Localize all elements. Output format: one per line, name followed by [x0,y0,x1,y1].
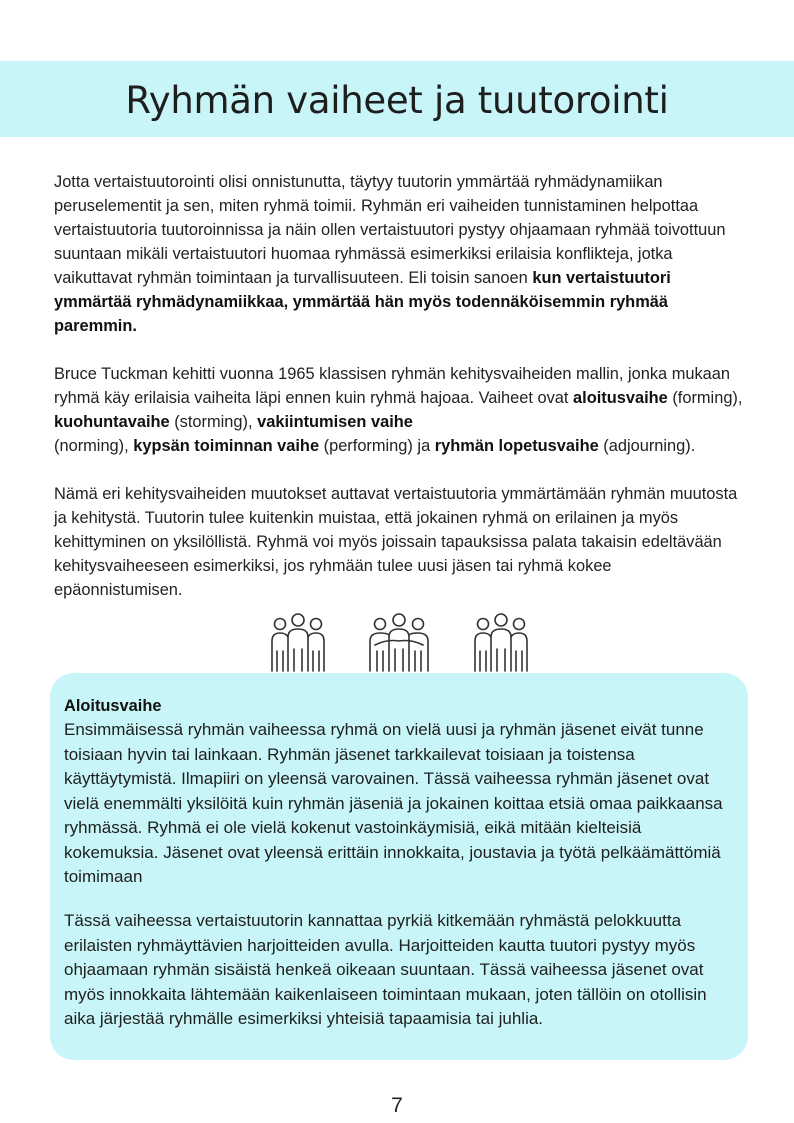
stage-performing: kypsän toiminnan vaihe [133,437,320,455]
intro-p1-text: Jotta vertaistuutorointi olisi onnistunutta, täytyy tuutorin ymmärtää ryhmädynamiikan peruselementit ja sen, miten ryhmä toimii. Ryhmän eri vaiheiden tunnistaminen helpottaa vertaistuutoria tuutoroinnissa ja näin ollen vertaistuutori pystyy ohjaamaan ryhmää toivottuun suuntaan mikäli vertaistuutori huomaa ryhmässä esimerkiksi erilaisia konflikteja, jotka vaikuttavat ryhmän toimintaan ja turvallisuuteen. Eli toisin sanoen [54,173,726,287]
page-number: 7 [391,1094,403,1117]
group-arms-linked-icon [367,611,431,675]
group-icons [266,611,536,675]
stage-forming: aloitusvaihe [573,389,668,407]
intro-paragraph-2 [54,362,744,458]
p2-text-2: (forming), [667,389,743,407]
stage-storming: kuohuntavaihe [54,413,170,431]
stage-adjourning: ryhmän lopetusvaihe [434,437,599,455]
page-title: Ryhmän vaiheet ja tuutorointi [125,79,669,122]
p2-text-3: (storming), [169,413,258,431]
stage-norming: vakiintumisen vaihe [257,413,413,431]
p2-text-5: (performing) ja [319,437,435,455]
intro-p1-bold: kun vertaistuutori ymmärtää ryhmädynamiikkaa, ymmärtää hän myös todennäköisemmin ryhmää paremmin. [54,269,671,335]
stage-paragraph-1: Ensimmäisessä ryhmän vaiheessa ryhmä on vielä uusi ja ryhmän jäsenet eivät tunne toisiaan hyvin tai lainkaan. Ryhmän jäsenet tarkkailevat toisiaan ja toistensa käyttäytymistä. Ilmapiiri on yleensä varovainen. Tässä vaiheessa ryhmän jäsenet ovat vielä enemmälti yksilöitä kuin ryhmän jäseniä ja jokainen koittaa etsiä omaa paikkaansa ryhmässä. Ryhmä ei ole vielä kokenut vastoinkäymisiä, eikä mitään kielteisiä kokemuksia. Jäsenet ovat yleensä erittäin innokkaita, joustavia ja työtä pelkäämättömiä toimimaan [64,720,723,886]
p2-text-6: (adjourning). [598,437,696,455]
intro-paragraph-3: Nämä eri kehitysvaiheiden muutokset auttavat vertaistuutoria ymmärtämään ryhmän muutosta ja kehitystä. Tuutorin tulee kuitenkin muistaa, että jokainen ryhmä on erilainen ja myös kehittyminen on yksilöllistä. Ryhmä voi myös joissain tapauksissa palata takaisin edeltävään kehitysvaiheeseen esimerkiksi, jos ryhmään tulee uusi jäsen tai ryhmä kokee epäonnistumisen. [54,485,738,599]
p2-text-1: Bruce Tuckman kehitti vuonna 1965 klassisen ryhmän kehitysvaiheiden mallin, jonka mukaan ryhmä käy erilaisia vaiheita läpi ennen kuin ryhmä hajoaa. Vaiheet ovat [54,365,731,407]
intro-paragraph-1 [54,170,744,338]
p2-text-4: (norming), [54,437,134,455]
group-of-three-icon [266,611,330,675]
stage-heading: Aloitusvaihe [64,697,162,715]
stage-paragraph-2: Tässä vaiheessa vertaistuutorin kannattaa pyrkiä kitkemään ryhmästä pelokkuutta erilaisten ryhmäyttävien harjoitteiden avulla. Harjoitteiden kautta tuutori pystyy myös ohjaamaan ryhmän sisäistä henkeä oikeaan suuntaan. Tässä vaiheessa jäsenet ovat myös innokkaita lähtemään kaikenlaiseen toimintaan mukaan, joten tällöin on otollisin aika järjestää ryhmälle esimerkiksi yhteisiä tapaamisia tai juhlia. [64,911,707,1028]
group-of-three-icon [469,611,533,675]
